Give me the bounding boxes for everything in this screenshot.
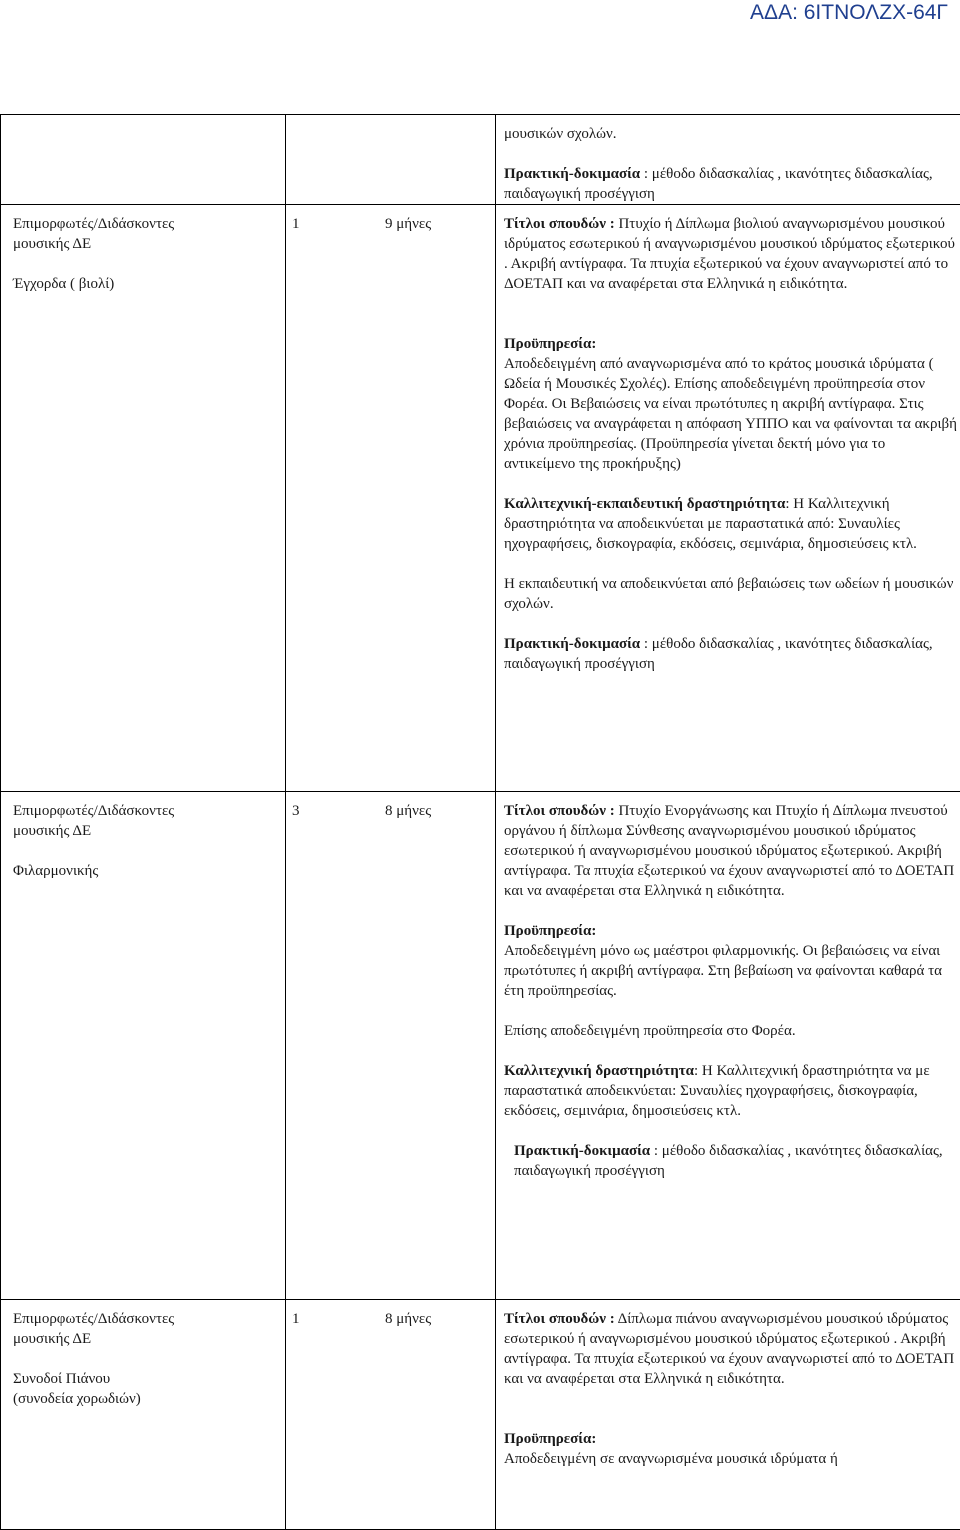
requirement-text: Αποδεδειγμένη σε αναγνωρισμένα μουσικά ιδρύματα ή	[504, 1451, 838, 1467]
contract-duration: 8 μήνες	[385, 801, 431, 821]
role-line: Επιμορφωτές/Διδάσκοντες	[13, 1309, 285, 1329]
requirement-text: μουσικών σχολών.	[504, 126, 617, 142]
requirement-text: : Η Καλλιτεχνική δραστηριότητα να με παραστατικά αποδεικνύεται: Συναυλίες ηχογραφήσεις, δισκογραφία, εκδόσεις, σεμινάρια, δημοσιεύσεις κτλ.	[504, 1063, 930, 1119]
requirement-text: : Η Καλλιτεχνική δραστηριότητα να αποδεικνύεται με παραστατικά από: Συναυλίες ηχογραφήσεις, δισκογραφία, εκδόσεις, σεμινάρια, δημοσιεύσεις κτλ.	[504, 496, 917, 552]
requirement-label: Καλλιτεχνική-εκπαιδευτική δραστηριότητα	[504, 496, 785, 512]
requirement-text: Πτυχίο Ενοργάνωσης και Πτυχίο ή Δίπλωμα πνευστού οργάνου ή δίπλωμα Σύνθεσης αναγνωρισμένου μουσικού ιδρύματος εσωτερικού ή αναγνωρισμένου μουσικού ιδρύματος εξωτερικού. Ακριβή αντίγραφα. Τα πτυχία εξωτερικού να έχουν αναγνωριστεί από το ΔΟΕΤΑΠ και να αναφέρεται στα Ελληνικά η ειδικότητα.	[504, 803, 954, 899]
positions-cell	[286, 205, 496, 792]
requirement-text: Αποδεδειγμένη μόνο ως μαέστροι φιλαρμονικής. Οι βεβαιώσεις να είναι πρωτότυπες ή ακριβή αντίγραφα. Στη βεβαίωση να φαίνονται καθαρά τα έτη προϋπηρεσίας.	[504, 943, 942, 999]
role-line: Φιλαρμονικής	[13, 861, 285, 881]
positions-count: 3	[292, 801, 300, 821]
requirement-text: : μέθοδο διδασκαλίας , ικανότητες διδασκαλίας, παιδαγωγική προσέγγιση	[514, 1143, 943, 1179]
requirement-block	[504, 1021, 960, 1041]
requirement-block	[504, 801, 960, 901]
requirements-cell	[496, 1300, 960, 1530]
requirement-block	[504, 124, 960, 144]
requirement-text: Πτυχίο ή Δίπλωμα βιολιού αναγνωρισμένου μουσικού ιδρύματος εσωτερικού ή αναγνωρισμένου μουσικού ιδρύματος εξωτερικού . Ακριβή αντίγραφα. Τα πτυχία εξωτερικού να έχουν αναγνωριστεί από το ΔΟΕΤΑΠ και να αναφέρεται στα Ελληνικά η ειδικότητα.	[504, 216, 955, 292]
requirement-block	[504, 164, 960, 204]
requirement-label: Πρακτική-δοκιμασία	[504, 166, 640, 182]
requirement-text: Αποδεδειγμένη από αναγνωρισμένα από το κράτος μουσικά ιδρύματα ( Ωδεία ή Μουσικές Σχολές). Επίσης αποδεδειγμένη προϋπηρεσία στον Φορέα. Οι Βεβαιώσεις να είναι πρωτότυπες η ακριβή αντίγραφα. Στις βεβαιώσεις να αναγράφεται η απόφαση ΥΠΠΟ και να φαίνονται τα ακριβή χρόνια προϋπηρεσίας. (Προϋπηρεσία γίνεται δεκτή μόνο για το αντικείμενο της προκήρυξης)	[504, 356, 957, 472]
requirement-block	[504, 214, 960, 294]
role-line: Έγχορδα ( βιολί)	[13, 274, 285, 294]
requirement-text: : μέθοδο διδασκαλίας , ικανότητες διδασκαλίας, παιδαγωγική προσέγγιση	[504, 166, 933, 202]
requirements-cell	[496, 115, 960, 205]
requirement-label: Πρακτική-δοκιμασία	[504, 636, 640, 652]
positions-cell	[286, 115, 496, 205]
role-cell	[1, 792, 286, 1300]
role-cell	[1, 115, 286, 205]
requirement-block	[504, 921, 960, 1001]
contract-duration: 8 μήνες	[385, 1309, 431, 1329]
requirement-block	[504, 1309, 960, 1389]
requirement-block	[504, 634, 960, 674]
role-line: μουσικής ΔΕ	[13, 821, 285, 841]
requirements-cell	[496, 792, 960, 1300]
table-row	[1, 792, 960, 1300]
requirement-label: Τίτλοι σπουδών :	[504, 1311, 615, 1327]
requirement-block	[504, 494, 960, 554]
positions-cell	[286, 1300, 496, 1530]
requirement-block	[504, 1061, 960, 1121]
requirement-text: Επίσης αποδεδειγμένη προϋπηρεσία στο Φορέα.	[504, 1023, 796, 1039]
requirement-text: Δίπλωμα πιάνου αναγνωρισμένου μουσικού ιδρύματος εσωτερικού ή αναγνωρισμένου μουσικού ιδρύματος εξωτερικού . Ακριβή αντίγραφα. Τα πτυχία εξωτερικού να έχουν αναγνωριστεί από το ΔΟΕΤΑΠ και να αναφέρεται στα Ελληνικά η ειδικότητα.	[504, 1311, 954, 1387]
positions-count: 1	[292, 214, 300, 234]
requirement-block	[504, 1429, 960, 1469]
requirement-label: Προϋπηρεσία:	[504, 1431, 596, 1447]
requirements-cell	[496, 205, 960, 792]
requirement-label: Πρακτική-δοκιμασία	[514, 1143, 650, 1159]
role-line	[13, 841, 285, 861]
table-row	[1, 205, 960, 792]
table-row	[1, 1300, 960, 1530]
requirement-label: Καλλιτεχνική δραστηριότητα	[504, 1063, 694, 1079]
role-line: Συνοδοί Πιάνου	[13, 1369, 285, 1389]
table-row	[1, 115, 960, 205]
requirement-block	[504, 314, 960, 334]
role-cell	[1, 205, 286, 792]
requirement-block	[504, 334, 960, 474]
role-cell	[1, 1300, 286, 1530]
requirement-label: Τίτλοι σπουδών :	[504, 216, 615, 232]
positions-cell	[286, 792, 496, 1300]
contract-duration: 9 μήνες	[385, 214, 431, 234]
role-line: μουσικής ΔΕ	[13, 234, 285, 254]
requirement-text: Η εκπαιδευτική να αποδεικνύεται από βεβαιώσεις των ωδείων ή μουσικών σχολών.	[504, 576, 953, 612]
requirement-block	[504, 1409, 960, 1429]
role-line: (συνοδεία χορωδιών)	[13, 1389, 285, 1409]
document-code: ΑΔΑ: 6ΙΤΝΟΛΖΧ-64Γ	[750, 0, 948, 26]
positions-table	[0, 114, 960, 1530]
role-line	[13, 1349, 285, 1369]
requirement-block	[504, 574, 960, 614]
requirement-label: Προϋπηρεσία:	[504, 923, 596, 939]
requirement-text: : μέθοδο διδασκαλίας , ικανότητες διδασκαλίας, παιδαγωγική προσέγγιση	[504, 636, 933, 672]
role-line: Επιμορφωτές/Διδάσκοντες	[13, 214, 285, 234]
role-line: μουσικής ΔΕ	[13, 1329, 285, 1349]
requirement-block	[504, 1141, 960, 1181]
positions-count: 1	[292, 1309, 300, 1329]
role-line	[13, 254, 285, 274]
requirement-label: Προϋπηρεσία:	[504, 336, 596, 352]
requirement-label: Τίτλοι σπουδών :	[504, 803, 615, 819]
role-line: Επιμορφωτές/Διδάσκοντες	[13, 801, 285, 821]
